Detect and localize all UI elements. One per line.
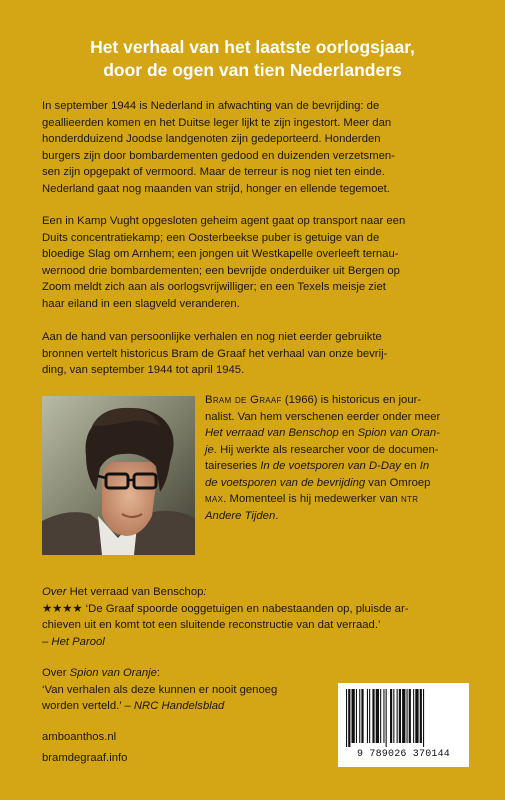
review-text: – [42, 635, 52, 648]
headline-line-2: door de ogen van tien Nederlanders [103, 60, 402, 80]
text-line: Aan de hand van persoonlijke verhalen en nog niet eerder gebruikte [42, 331, 382, 343]
bio-line [205, 508, 470, 525]
broadcaster-name: max [205, 493, 224, 505]
source-name: NRC Handelsblad [133, 700, 225, 712]
text-line: wernood drie bombardementen; een bevrijde onderduiker uit Bergen op [42, 264, 400, 277]
review-label: : [156, 667, 161, 679]
review-line [42, 601, 472, 618]
bio-line [205, 442, 470, 459]
isbn-number: 9 789026 370144 [356, 749, 450, 760]
bio-line [205, 475, 470, 492]
program-title: Andere Tijden [205, 509, 276, 522]
text-line: ding, van september 1944 tot april 1945. [42, 364, 245, 376]
stories-paragraph [42, 213, 470, 312]
broadcaster-name: ntr [400, 493, 419, 505]
review-text: worden verteld.’ – [42, 700, 134, 712]
text-line: Zoom meldt zich aan als oorlogsvrijwilliger; en een Texels meisje ziet [42, 281, 386, 293]
text-line: Een in Kamp Vught opgesloten geheim agent gaat op transport naar een [42, 215, 406, 227]
bio-line [205, 491, 470, 508]
bio-text: (1966) is historicus en jour- [281, 394, 422, 406]
review-source [42, 634, 472, 651]
text-line: sen zijn opgepakt of vermoord. Maar de terreur is nog niet ten einde. [42, 166, 385, 178]
bio-text: . Hij werkte als researcher voor de documen- [213, 443, 439, 456]
book-title: je [205, 443, 214, 456]
text-line: burgers zijn door bombardementen gedood en duizenden verzetsmen- [42, 149, 395, 162]
review-line: ‘Van verhalen als deze kunnen er nooit genoeg [42, 683, 278, 696]
bio-text: taireseries [205, 460, 261, 472]
author-name: Bram de Graaf [205, 394, 282, 406]
text-line: In september 1944 is Nederland in afwachting van de bevrijding: de [42, 100, 380, 112]
bio-line [205, 425, 470, 442]
headline-line-1: Het verhaal van het laatste oorlogsjaar, [90, 37, 415, 57]
review-line: chieven uit en komt tot een sluitende reconstructie van dat verraad.’ [42, 619, 381, 631]
series-title: In de voetsporen van D-Day [260, 460, 401, 472]
bio-text: . Momenteel is hij medewerker van [223, 493, 401, 505]
bio-line [205, 458, 470, 475]
bio-text: van Omroep [365, 476, 431, 489]
book-title: Spion van Oran- [357, 427, 440, 439]
review-text: ‘De Graaf spoorde ooggetuigen en nabestaanden op, pluisde ar- [82, 602, 409, 615]
review-heading [42, 665, 472, 682]
series-title: de voetsporen van de bevrijding [205, 476, 366, 489]
summary-paragraph [42, 329, 470, 379]
intro-paragraph [42, 98, 470, 197]
review-label: : [203, 586, 207, 598]
text-line: honderdduizend Joodse landgenoten zijn gedeporteerd. Honderden [42, 133, 381, 145]
series-title: In [419, 460, 430, 472]
author-photo [42, 396, 195, 555]
publisher-website-link[interactable]: amboanthos.nl [42, 731, 117, 743]
text-line: Nederland gaat nog maanden van strijd, honger en ellende tegemoet. [42, 182, 390, 195]
book-title: Het verraad van Benschop [69, 586, 204, 598]
bio-text: en [338, 427, 358, 439]
text-line: Duits concentratiekamp; een Oosterbeekse puber is getuige van de [42, 231, 380, 244]
bio-text: en [400, 460, 420, 472]
isbn-barcode [338, 683, 469, 767]
author-bio [205, 392, 470, 524]
bio-text: . [275, 509, 279, 522]
review-label: Over [42, 667, 70, 679]
review-benschop [42, 584, 472, 650]
back-cover-headline [40, 36, 465, 82]
barcode-bars-icon [344, 689, 463, 747]
text-line: bloedige Slag om Arnhem; een jongen uit Westkapelle overleeft ternau- [42, 248, 399, 260]
book-title: Spion van Oranje [69, 667, 157, 679]
text-line: bronnen vertelt historicus Bram de Graaf het verhaal van onze bevrij- [42, 347, 388, 360]
source-name: Het Parool [51, 635, 105, 648]
review-label: Over [42, 586, 70, 598]
author-website-link[interactable]: bramdegraaf.info [42, 752, 128, 764]
star-rating-icon: ★★★★ [42, 602, 83, 615]
book-title: Het verraad van Benschop [205, 427, 339, 439]
bio-line [205, 392, 470, 409]
review-heading [42, 584, 472, 601]
text-line: haar eiland in een slagveld veranderen. [42, 297, 240, 310]
website-links [42, 727, 127, 769]
text-line: geallieerden komen en het Duitse leger lijkt te zijn ingestort. Meer dan [42, 116, 392, 129]
bio-line: nalist. Van hem verschenen eerder onder meer [205, 410, 441, 423]
